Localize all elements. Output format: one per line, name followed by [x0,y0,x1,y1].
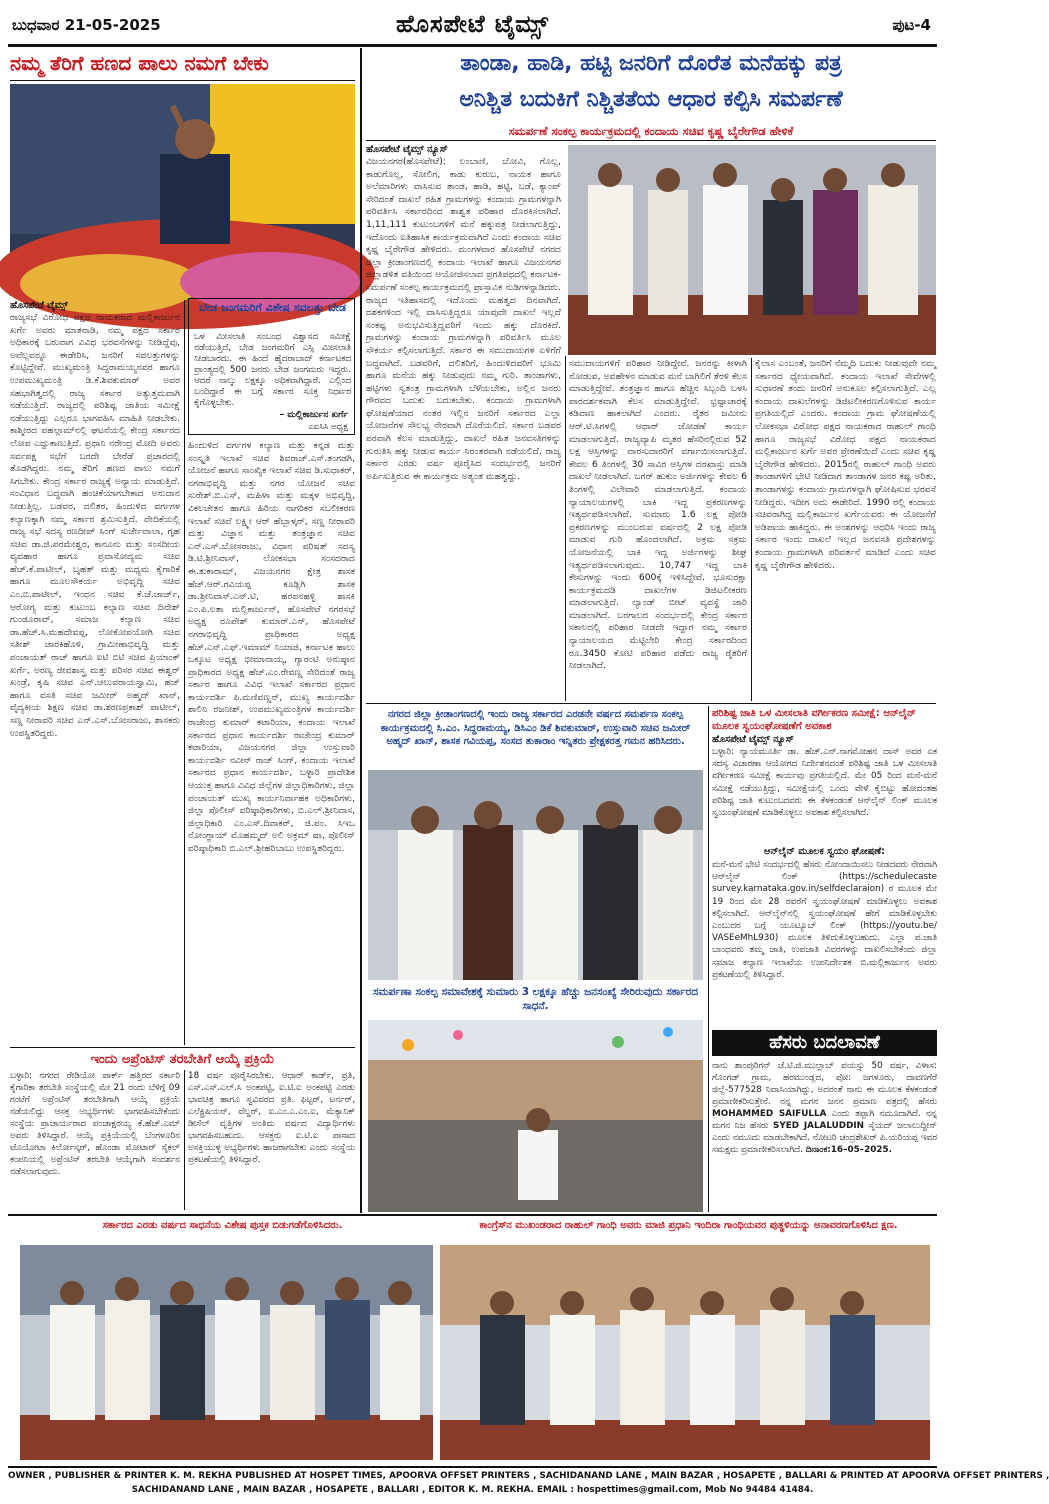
footer-line-2: SACHIDANAND LANE , MAIN BAZAR , HOSAPETE , BALLARI , EDITOR K. M. REKHA. EMAIL : hospettimes@gmail.com, Mob No 94484 41484. [131,1485,814,1495]
survey-dateline: ಹೊಸಪೇಟೆ ಟೈಮ್ಸ್ ನ್ಯೂಸ್ [712,734,794,745]
sidebar-body: ಒಳ ಮೀಸಲಾತಿ ಸಂಬಂಧ ವಿಶ್ವಾಸದ ಸಮೀಕ್ಷೆ ನಡೆಯುತ್ತಿದೆ, ಬೇಡ ಜಂಗಮರಿಗೆ ಎಸ್ಸಿ ಮೀಸಲಾತಿ ನೀಡಬಾರದು. ಈ ಹಿಂದೆ ಹೈದರಾಬಾದ್ ಕರ್ನಾಟಕದ ಪ್ರಾಂತ್ಯದಲ್ಲಿ 500 ಜನರು ಬೇಡ ಜಂಗಮರು ಇದ್ದರು. ಆದರೆ ನಾಲ್ಕು ಲಕ್ಷಕ್ಕೂ ಅಧಿಕವಾಗಿದ್ದಾರೆ. ಎಲ್ಲಿಂದ ಬಂದಿದ್ದಾರೆ ಈ ಬಗ್ಗೆ ಸರ್ಕಾರ ಸೂಕ್ತ ನಿರ್ಧಾರ ಕೈಗೊಳ್ಳಬೇಕು. [194,332,351,408]
main-headline-2: ಅನಿಶ್ಚಿತ ಬದುಕಿಗೆ ನಿಶ್ಚಿತತೆಯ ಆಧಾರ ಕಲ್ಪಿಸಿ ಸಮರ್ಪಣೆ [459,87,843,112]
main-subhead: ಸಮರ್ಪಣೆ ಸಂಕಲ್ಪ ಕಾರ್ಯಕ್ರಮದಲ್ಲಿ ಕಂದಾಯ ಸಚಿವ ಕೃಷ್ಣ ಬೈರೇಗೌಡ ಹೇಳಿಕೆ [508,124,794,138]
left-mid-column: ಹಿಂದುಳಿದ ವರ್ಗಗಳ ಕಲ್ಯಾಣ ಮತ್ತು ಕನ್ನಡ ಮತ್ತು ಸಂಸ್ಕೃತಿ ಇಲಾಖೆ ಸಚಿವ ಶಿವರಾಜ್.ಎಸ್.ತಂಗಡಗಿ, ಯೋಜನೆ ಹಾಗೂ ಸಾಂಖ್ಯಿಕ ಇಲಾಖೆ ಸಚಿವ ಡಿ.ಸುಧಾಕರ್, ನಗರಾಭಿವೃದ್ಧಿ ಮತ್ತು ನಗರ ಯೋಜನೆ ಸಚಿವ ಸುರೇಶ್.ಬಿ.ಎಸ್, ಮಹಿಳಾ ಮತ್ತು ಮಕ್ಕಳ ಅಭಿವೃದ್ಧಿ, ವಿಕಲಚೇತನ ಹಾಗೂ ಹಿರಿಯ ನಾಗರಿಕರ ಸಬಲೀಕರಣ ಇಲಾಖೆ ಸಚಿವೆ ಲಕ್ಷ್ಮೀ ಆರ್ ಹೆಬ್ಬಾಳ್ಕರ್, ಸಣ್ಣ ನೀರಾವರಿ ಮತ್ತು ವಿಜ್ಞಾನ ಮತ್ತು ತಂತ್ರಜ್ಞಾನ ಸಚಿವ ಎನ್.ಎಸ್.ಬೋಸರಾಜು, ವಿಧಾನ ಪರಿಷತ್ ಸದಸ್ಯ ಡಿ.ಟಿ.ಶ್ರೀನಿವಾಸ್, ಲೋಕಸಭಾ ಸಂಸದರಾದ ಈ.ತುಕಾರಾಮ್, ವಿಜಯನಗರ ಕ್ಷೇತ್ರ ಶಾಸಕ ಹೆಚ್.ಆರ್.ಗವಿಯಪ್ಪ ಕೂಡ್ಲಿಗಿ ಶಾಸಕ ಡಾ.ಶ್ರೀನಿವಾಸ್.ಎನ್.ಟಿ, ಹರಪನಹಳ್ಳಿ ಶಾಸಕಿ ಎಂ.ಪಿ.ಲತಾ ಮಲ್ಲಿಕಾರ್ಜುನ್, ಹೊಸಪೇಟೆ ನಗರಸಭೆ ಅಧ್ಯಕ್ಷ ರೂಪೇಶ್ ಕುಮಾರ್.ಎನ್, ಹೊಸಪೇಟೆ ನಗರಾಭಿವೃದ್ಧಿ ಪ್ರಾಧಿಕಾರದ ಅಧ್ಯಕ್ಷ ಹೆಚ್.ಎನ್.ಎಫ್.ಇಮಾಮ್ ನಿಯಾಜಿ, ಕರ್ನಾಟಕ ಹಾಲು ಒಕ್ಕೂಟ ಅಧ್ಯಕ್ಷ ಭೀಮಾನಾಯ್ಕ, ಗ್ಯಾರಂಟಿ ಅನುಷ್ಠಾನ ಪ್ರಾಧಿಕಾರದ ಅಧ್ಯಕ್ಷ ಹೆಚ್.ಎಂ.ರೇವಣ್ಣ ಸೇರಿದಂತೆ ರಾಜ್ಯ ಸರ್ಕಾರ ಹಾಗೂ ವಿವಿಧ ಇಲಾಖೆ ಸರ್ಕಾರದ ಪ್ರಧಾನ ಕಾರ್ಯದರ್ಶಿ ಪಿ.ಮಣಿವಣ್ಣನ್, ಮುಖ್ಯ ಕಾರ್ಯದರ್ಶಿ ಶಾಲಿನಿ ರಜನೀಶ್, ಉಪಮುಖ್ಯಮಂತ್ರಿಗಳ ಕಾರ್ಯದರ್ಶಿ ರಾಜೇಂದ್ರ ಕುಮಾರ್ ಕಟಾರಿಯಾ, ಕಂದಾಯ ಇಲಾಖೆ ಸರ್ಕಾರದ ಪ್ರಧಾನ ಕಾರ್ಯದರ್ಶಿ ರಾಜೇಂದ್ರ ಕುಮಾರ್ ಕಟಾರಿಯಾ, ವಿಜಯನಗರ ಜಿಲ್ಲಾ ಉಸ್ತುವಾರಿ ಕಾರ್ಯದರ್ಶಿ ನವೀನ್ ರಾಜ್ ಸಿಂಗ್, ಕಂದಾಯ ಇಲಾಖೆ ಸರ್ಕಾರದ ಪ್ರಧಾನ ಕಾರ್ಯದರ್ಶಿ, ಬಳ್ಳಾರಿ ಪ್ರಾದೇಶಿಕ ಆಯುಕ್ತ ಹಾಗೂ ವಿವಿಧ ಜಿಲ್ಲೆಗಳ ಜಿಲ್ಲಾಧಿಕಾರಿಗಳು, ಜಿಲ್ಲಾ ಪಂಚಾಯತ್ ಮುಖ್ಯ ಕಾರ್ಯನಿರ್ವಾಹಕ ಅಧಿಕಾರಿಗಳು, ಜಿಲ್ಲಾ ಪೊಲೀಸ್ ವರಿಷ್ಠಾಧಿಕಾರಿಗಳು, ಬಿ.ಎಲ್.ಶ್ರೀನಿವಾಸ, ಜಿಲ್ಲಾಧಿಕಾರಿ ಎಂ.ಎಸ್.ದಿವಾಕರ್, ಜಿ.ಪಂ. ಸಿಇಒ ನೋಂಗ್ಜಾಯ್ ಮೊಹಮ್ಮದ್ ಅಲಿ ಅಕ್ರಮ್ ಷಾ, ಪೊಲೀಸ್ ವರಿಷ್ಠಾಧಿಕಾರಿ ಬಿ.ಎಲ್.ಶ್ರೀಹರಿಬಾಬು ಉಪಸ್ಥಿತರಿದ್ದರು. [188,440,356,854]
crowd-photo-caption: ನಗರದ ಜಿಲ್ಲಾ ಕ್ರೀಡಾಂಗಣದಲ್ಲಿ ಇಂದು ರಾಜ್ಯ ಸರ್ಕಾರದ ಎರಡನೇ ವರ್ಷದ ಸಮರ್ಪಣ ಸಂಕಲ್ಪ ಕಾರ್ಯಕ್ರಮದಲ್ಲಿ ಸಿ.ಎಂ. ಸಿದ್ದರಾಮಯ್ಯ, ಡಿಸಿಎಂ ಡಿಕೆ ಶಿವಕುಮಾರ್, ಉಸ್ತುವಾರಿ ಸಚಿವ ಜಮೀರ್ ಅಹ್ಮದ್ ಖಾನ್, ಶಾಸಕ ಗವಿಯಪ್ಪ, ಸಂಸದ ತುಕಾರಾಂ ಇನ್ನಿತರು ಪ್ರೇಕ್ಷಕರತ್ತ ಗಮನ ಹರಿಸಿದರು. [380,709,691,747]
col-rule-survey [708,706,709,1212]
subhead-rule [366,140,936,141]
name-change-title: ಹೆಸರು ಬದಲಾವಣೆ [769,1032,880,1053]
kharge-speech-photo [10,84,355,296]
statue-unveiling-illustration [440,1245,930,1460]
footer-rule [8,1466,937,1468]
stadium-illustration [368,1020,703,1212]
col-rule-main-1 [565,356,566,701]
main-vertical-rule [360,48,362,1213]
survey-headline: ಪರಿಶಿಷ್ಟ ಜಾತಿ ಒಳ ಮೀಸಲಾತಿ ವರ್ಗೀಕರಣ ಸಮೀಕ್ಷೆ: ಆನ್‍ಲೈನ್ ಮೂಲಕ ಸ್ವಯಂಘೋಷಣೆಗೆ ಅವಕಾಶ [712,708,916,732]
stage-photo-caption: ಸಮರ್ಪಣಾ ಸಂಕಲ್ಪ ಸಮಾವೇಶಕ್ಕೆ ಸುಮಾರು 3 ಲಕ್ಷಕ್ಕೂ ಹೆಚ್ಚು ಜನಸಂಖ್ಯೆ ಸೇರಿರುವುದು ಸರ್ಕಾರದ ಸಾಧನೆ. [373,986,698,1012]
masthead [8,6,937,44]
left-headline-rule [10,80,355,81]
left-story-body: ರಾಜ್ಯಸಭೆ ವಿರೋಧ ಪಕ್ಷದ ನಾಯಕರಾದ ಮಲ್ಲಿಕಾರ್ಜುನ ಖರ್ಗೆ ಅವರು ಮಾತನಾಡಿ, ನಮ್ಮ ಪಕ್ಷದ ಸರ್ಕಾರ ಅಧಿಕಾರಕ್ಕೆ ಬರುವಾಗ ವಿವಿಧ ಭರವಸೆಗಳನ್ನು ನೀಡಿದ್ದೆವು, ಅವೆಲ್ಲವನ್ನೂ ಈಡೇರಿಸಿ, ಜನರಿಗೆ ಸವಲತ್ತುಗಳನ್ನು ಕೊಟ್ಟಿದ್ದೇವೆ. ಮುಖ್ಯಮಂತ್ರಿ ಸಿದ್ದರಾಮಯ್ಯನವರ ಹಾಗೂ ಉಪಮುಖ್ಯಮಂತ್ರಿ ಡಿ.ಕೆ.ಶಿವಕುಮಾರ್ ಅವರ ಸಹಭಾಗಿತ್ವದಲ್ಲಿ ರಾಜ್ಯ ಸರ್ಕಾರ ಅತ್ಯುತ್ತಮವಾಗಿ ನಡೆಯುತ್ತಿದೆ. ರಾಜ್ಯದಲ್ಲಿ ಪರಿಶಿಷ್ಟ ಜಾತಿಯ ಸಮೀಕ್ಷೆ ನಡೆಯುತ್ತಿದ್ದು ಎಲ್ಲರೂ ಭಾಗವಹಿಸಿ ಮಾಹಿತಿ ನೀಡಬೇಕು. ಕಾಶ್ಮೀರದ ಪಹಲ್ಗಾಮ್‍ನಲ್ಲಿ ಘಟನೆಯಲ್ಲಿ ಕೇಂದ್ರ ಸರ್ಕಾರದ ಲೋಪ ಎದ್ದುಕಾಣುತ್ತಿದೆ. ಪ್ರಧಾನಿ ನರೇಂದ್ರ ಮೋದಿ ಅವರು ಸರ್ವಪಕ್ಷ ಸಭೆಗೆ ಬರದೇ ಬೇರೆಡೆ ಪ್ರಚಾರದಲ್ಲಿ ತೊಡಗಿದ್ದರು. ನಮ್ಮ ತೆರಿಗೆ ಹಣದ ಪಾಲು ನಮಗೆ ಸಿಗಬೇಕು. ಕೇಂದ್ರ ಸರ್ಕಾರ ರಾಜ್ಯಕ್ಕೆ ಅನ್ಯಾಯ ಮಾಡುತ್ತಿದೆ. ಸಂವಿಧಾನ ಬದ್ಧವಾಗಿ ಹಂಚಿಕೆಯಾಗಬೇಕಾದ ಅನುದಾನ ನೀಡುತ್ತಿಲ್ಲ. ಬಡವರ, ದಲಿತರ, ಹಿಂದುಳಿದ ವರ್ಗಗಳ ಕಲ್ಯಾಣಕ್ಕಾಗಿ ನಮ್ಮ ಸರ್ಕಾರ ಶ್ರಮಿಸುತ್ತಿದೆ. ವೇದಿಕೆಯಲ್ಲಿ ರಾಜ್ಯ ಸಭೆ ಸದಸ್ಯ ರಣದೀಪ್ ಸಿಂಗ್ ಸುರ್ಜೇವಾಲಾ, ಗೃಹ ಸಚಿವ ಡಾ.ಜಿ.ಪರಮೇಶ್ವರ, ಕಾನೂನು ಮತ್ತು ಸಂಸದೀಯ ವ್ಯವಹಾರ ಹಾಗೂ ಪ್ರವಾಸೋದ್ಯಮ ಸಚಿವ ಹೆಚ್.ಕೆ.ಪಾಟೀಲ್, ಬೃಹತ್ ಮತ್ತು ಮಧ್ಯಮ ಕೈಗಾರಿಕೆ ಹಾಗೂ ಮೂಲಸೌಕರ್ಯ ಅಭಿವೃದ್ಧಿ ಸಚಿವ ಎಂ.ಬಿ.ಪಾಟೀಲ್, ಇಂಧನ ಸಚಿವ ಕೆ.ಜೆ.ಜಾರ್ಜ್, ಆರೋಗ್ಯ ಮತ್ತು ಕುಟುಂಬ ಕಲ್ಯಾಣ ಸಚಿವ ದಿನೇಶ್ ಗುಂಡೂರಾವ್, ಸಮಾಜ ಕಲ್ಯಾಣ ಸಚಿವ ಡಾ.ಹೆಚ್.ಸಿ.ಮಹದೇವಪ್ಪ, ಲೋಕೋಪಯೋಗಿ ಸಚಿವ ಸತೀಶ್ ಜಾರಕಿಹೊಳಿ, ಗ್ರಾಮೀಣಾಭಿವೃದ್ಧಿ ಮತ್ತು ಪಂಚಾಯತ್ ರಾಜ್ ಹಾಗೂ ಐಟಿ ಬಿಟಿ ಸಚಿವ ಪ್ರಿಯಾಂಕ್ ಖರ್ಗೆ, ಅರಣ್ಯ ಜೀವಶಾಸ್ತ್ರ ಮತ್ತು ಪರಿಸರ ಸಚಿವ ಈಶ್ವರ್ ಖಂಡ್ರೆ, ಕೃಷಿ ಸಚಿವ ಎನ್.ಚಲುವರಾಯಸ್ವಾಮಿ, ಹಜ್ ಹಾಗೂ ವಸತಿ ಸಚಿವ ಜಮೀರ್ ಅಹ್ಮದ್ ಖಾನ್, ವೈದ್ಯಕೀಯ ಶಿಕ್ಷಣ ಸಚಿವ ಡಾ.ಶರಣಪ್ರಕಾಶ್ ಪಾಟೀಲ್, ಸಣ್ಣ ನೀರಾವರಿ ಸಚಿವ ಎನ್.ಎಸ್.ಬೋಸರಾಜು, ಶಾಸಕರು ಉಪಸ್ಥಿತರಿದ್ದರು. [10,312,180,739]
main-story-col2: ಸಮುದಾಯಗಳಿಗೆ ಪರಿಹಾರ ನೀಡಿದ್ದೇವೆ. ಜನರನ್ನು ಕೀಳಾಗಿ ನೋಡುವ, ಅವಹೇಳನ ಮಾಡುವ ಮನೆ ಬಾಗಿಲಿಗೆ ತೆರಳಿ ಕೆಲಸ ಮಾಡುತ್ತಿದ್ದೇವೆ. ತಂತ್ರಜ್ಞಾನ ಹಾಗೂ ಹೆಚ್ಚಿನ ಸಿಬ್ಬಂದಿ ಬಳಸಿ ಪಾರದರ್ಶಕವಾಗಿ ಕೆಲಸ ಮಾಡುತ್ತಿದ್ದೇವೆ. ಭ್ರಷ್ಟಾಚಾರಕ್ಕೆ ಕಡಿವಾಣ ಹಾಕಲಾಗಿದೆ ಎಂದರು. ರೈತರ ಜಮೀನು ಆರ್.ಟಿ.ಸಿಗಳಲ್ಲಿ ಆಧಾರ್ ಜೋಡಣೆ ಕಾರ್ಯ ಮಾಡಲಾಗುತ್ತಿದೆ. ರಾಜ್ಯವ್ಯಾಪಿ ಮೃತರ ಹೆಸರಿನಲ್ಲಿರುವ 52 ಲಕ್ಷ ಆಸ್ತಿಗಳನ್ನು ವಾರಸುದಾರರಿಗೆ ವರ್ಗಾಯಿಸಲಾಗುತ್ತಿದೆ. ಕೇವಲ 6 ತಿಂಗಳಲ್ಲಿ 30 ಸಾವಿರ ಆಸ್ತಿಗಳ ದರಖಾಸ್ತು ಮಾಡಿ ದಾಖಲೆ ನೀಡಲಾಗಿದೆ. ಬಗರ್ ಹುಕುಂ ಅರ್ಜಿಗಳನ್ನು ಕೇವಲ 6 ತಿಂಗಳಲ್ಲಿ ವಿಲೇವಾರಿ ಮಾಡಲಾಗುತ್ತಿದೆ. ಕಂದಾಯ ನ್ಯಾಯಾಲಯಗಳಲ್ಲಿ ಬಾಕಿ ಇದ್ದ ಪ್ರಕರಣಗಳನ್ನು ಇತ್ಯರ್ಥಪಡಿಸಲಾಗಿದೆ. ಸುಮಾರು 1.6 ಲಕ್ಷ ಪೋಡಿ ಪ್ರಕರಣಗಳನ್ನು ಮುಂಬರುವ ವರ್ಷದಲ್ಲಿ 2 ಲಕ್ಷ ಪೋಡಿ ಮಾಡುವ ಗುರಿ ಹೊಂದಲಾಗಿದೆ. ಅಕ್ರಮ ಸಕ್ರಮ ಯೋಜನೆಯಲ್ಲಿ ಬಾಕಿ ಇದ್ದ ಅರ್ಜಿಗಳನ್ನು ಶೀಘ್ರ ಇತ್ಯರ್ಥಪಡಿಸಲಾಗುವುದು. 10,747 ಇದ್ದ ಬಾಕಿ ಕೇಸುಗಳನ್ನು ಇಂದು 600ಕ್ಕೆ ಇಳಿಸಿದ್ದೇವೆ. ಭೂಸುರಕ್ಷಾ ಕಾರ್ಯಕ್ರಮದಡಿ ದಾಖಲೆಗಳ ಡಿಜಿಟಲೀಕರಣ ಮಾಡಲಾಗುತ್ತಿದೆ. ಲ್ಯಾಂಡ್ ಬೀಟ್ ವ್ಯವಸ್ಥೆ ಜಾರಿ ಮಾಡಲಾಗಿದೆ. ಬರಗಾಲದ ಸಂದರ್ಭದಲ್ಲಿ ಕೇಂದ್ರ ಸರ್ಕಾರ ಸಕಾಲದಲ್ಲಿ ಪರಿಹಾರ ನೀಡದೇ ಇದ್ದಾಗ ನಮ್ಮ ಸರ್ಕಾರ ನ್ಯಾಯಾಲಯದ ಮೆಟ್ಟಿಲೇರಿ ಕೇಂದ್ರ ಸರ್ಕಾರದಿಂದ ರೂ.3450 ಕೋಟಿ ಪರಿಹಾರ ಪಡೆದು ರಾಜ್ಯ ರೈತರಿಗೆ ನೀಡಲಾಗಿದೆ. [569,358,747,672]
page-number: ಪುಟ-4 [892,16,931,34]
name-change-body [712,1060,937,1210]
main-story-dateline: ಹೊಸಪೇಟೆ ಟೈಮ್ಸ್ ನ್ಯೂಸ್ [366,144,448,155]
name-change-middle: ಎಂದು ತಪ್ಪಾಗಿ ನಮೂದಾಗಿದೆ. ನನ್ನ ಮಗನ ನಿಜ ಹೆಸರು [712,1109,937,1131]
name-change-title-bar [712,1030,937,1056]
issue-date: ಬುಧವಾರ 21-05-2025 [12,16,161,34]
sidebar-signature: – ಮಲ್ಲಿಕಾರ್ಜುನ ಖರ್ಗೆ [279,410,348,420]
name-new: SYED JALALUDDIN [773,1121,865,1131]
hakku-patra-illustration [568,145,936,355]
sidebar-tag: ಎಐಸಿಸಿ ಅಧ್ಯಕ್ಷ [308,422,348,432]
name-change-text: ನಾನು ಶಾಂಪುರಿಗನ್ ಜೆ.ಟಿ.ಜಿ.ಮುಲ್ಲಾಬ್ ವಯಸ್ಸು 50 ವರ್ಷ, ವಿಳಾಸ: ಗೊಂಗಡ್ ಗ್ರಾಮ, ಹರಮುಂಡ್ಲದ, ಪೋ: ಜಗಳೂರು, ದಾವಣಗೆರೆ ಜಿಲ್ಲೆ-577528 ನಿವಾಸಿಯಾಗಿದ್ದು, ಅದರಂತೆ ನಾನು ಈ ಮೂಲಕ ಕೆಳಕಂಡಂತೆ ಪ್ರಮಾಣೀಕರಿಸುತ್ತೇನೆ. ನನ್ನ ಮಗನ ಜನನ ಪ್ರಮಾಣ ಪತ್ರದಲ್ಲಿ ಹೆಸರು [712,1061,937,1107]
newspaper-title: ಹೊಸಪೇಟೆ ಟೈಮ್ಸ್ [395,10,550,38]
survey-subhead: ಆನ್‍ಲೈನ್ ಮೂಲಕ ಸ್ವಯಂ ಘೋಷಣೆ: [764,846,885,857]
bottom-caption-right: ಕಾಂಗ್ರೆಸ್‍ನ ಮುಖಂಡರಾದ ರಾಹುಲ್ ಗಾಂಧಿ ಅವರು ಮಾಜಿ ಪ್ರಧಾನಿ ಇಂದಿರಾ ಗಾಂಧಿಯವರ ಪುತ್ಥಳಿಯನ್ನು ಅನಾವರಣಗೊಳಿಸಿದ ಕ್ಷಣ. [479,1220,898,1231]
apprentice-headline: ಇಂದು ಅಪ್ರೆಂಟಿಸ್ ತರಬೇತಿಗೆ ಆಯ್ಕೆ ಪ್ರಕ್ರಿಯೆ [90,1052,275,1067]
sidebar-box [188,298,355,435]
samarpane-stadium-photo [368,1020,703,1212]
name-change-tail: ಸೈಯದ್ ಜಲಾಲುದ್ದೀನ್ ಎಂದು ನಮೂದು ಮಾಡಬೇಕಾಗಿದೆ. ನೋಟರಿ ಚಂದ್ರಶೇಖರ್ ಪಿ.ಯರಿಯಪ್ಪ ಇವರ ಸಮಕ್ಷಮ ಪ್ರಮಾಣೀಕರಿಸಲಾಗಿದೆ. [712,1121,937,1155]
name-change-date: ದಿನಾಂಕ:16–05–2025. [805,1145,892,1155]
apprentice-col2: 18 ವರ್ಷ ಪೂರೈಸಿರಬೇಕು. ಆಧಾರ್ ಕಾರ್ಡ್, ಪ್ರತಿ, ಎಸ್.ಎಸ್.ಎಲ್.ಸಿ ಅಂಕಪಟ್ಟಿ, ಐ.ಟಿ.ಐ ಅಂಕಪಟ್ಟಿ ಎರಡು ಭಾವಚಿತ್ರ ಹಾಗೂ ಸ್ವವಿವರದ ಪ್ರತಿ. ಫಿಟ್ಟರ್, ಟರ್ನರ್, ಎಲೆಕ್ಟ್ರಿಷಿಯನ್, ವೆಲ್ಡರ್, ಐ.ಎಂ.ಎ.ಎಂ.ಐ, ಮೆಕ್ಯಾನಿಕ್ ಡೀಸೆಲ್ ವೃತ್ತಿಗಳ ಅಂತಿಮ ವರ್ಷದ ವಿದ್ಯಾರ್ಥಿಗಳು ಭಾಗವಹಿಸಬಹುದು. ಆಸಕ್ತರು ಐ.ಟಿ.ಐ ಪಾಸಾದ ಅಸಕ್ತಿಯುಳ್ಳ ಅಭ್ಯರ್ಥಿಗಳು ಹಾಜರಾಗಬೇಕು ಎಂದು ಸಂಸ್ಥೆಯ ಪ್ರಕಟಣೆಯಲ್ಲಿ ತಿಳಿಸಿದ್ದಾರೆ. [188,1071,355,1165]
masthead-rule [8,44,937,47]
col-rule-1 [184,300,185,1045]
apprentice-col1: ಬಳ್ಳಾರಿ: ನಗರದ ರೇಡಿಯೋ ಪಾರ್ಕ್ ಹತ್ತಿರದ ಸರ್ಕಾರಿ ಕೈಗಾರಿಕಾ ತರಬೇತಿ ಸಂಸ್ಥೆಯಲ್ಲಿ ಮೇ 21 ರಂದು ಬೆಳಿಗ್ಗೆ 09 ಗಂಟೆಗೆ ಅಪ್ರೆಂಟಿಸ್ ತರಬೇತಿಗಾಗಿ ಆಯ್ಕೆ ಪ್ರಕ್ರಿಯೆ ನಡೆಯಲಿದ್ದು ಆಸಕ್ತ ಅಭ್ಯರ್ಥಿಗಳು ಭಾಗವಹಿಸಬೇಕೆಂದು ಸಂಸ್ಥೆಯ ಪ್ರಾಚಾರ್ಯರಾದ ಪಂಚಾಕ್ಷರಯ್ಯ ಕೆ.ಹೆಚ್.ಎಮ್ ಅವರು ತಿಳಿಸಿದ್ದಾರೆ. ಆಯ್ಕೆ ಪ್ರಕ್ರಿಯೆಯಲ್ಲಿ ಬೆಂಗಳೂರಿನ ಟೊಯೋಟಾ ಕಿರ್ಲೋಸ್ಕರ್, ಹೊಂಡಾ ಮೋಟಾರ್ ಸೈಕಲ್ ಕಂಪನಿಯಲ್ಲಿ ಅಪ್ರೆಂಟಿಸ್ ತರಬೇತಿ ಆಯ್ಕೆಗಾಗಿ ಸಂದರ್ಶನ ನಡೆಸಲಾಗುವುದು. [10,1071,180,1177]
sidebar-headline: ಬೇಡ ಜಂಗಮರಿಗೆ ವಿಶೇಷ ಸವಲತ್ತು ಬೇಡ [199,301,346,314]
bottom-caption-left: ಸರ್ಕಾರದ ಎರಡು ವರ್ಷದ ಸಾಧನೆಯ ವಿಶೇಷ ಪುಸ್ತಕ ಬಿಡುಗಡೆಗೊಳಿಸಿದರು. [102,1220,343,1231]
book-release-illustration [20,1245,433,1460]
left-bottom-rule [10,1047,355,1048]
bottom-section-rule [8,1214,937,1216]
survey-body-2: ಮನೆ-ಮನೆ ಭೇಟಿ ಸಂದರ್ಭದಲ್ಲಿ ಹೆಸರು ನೋಂದಾಯಿಸಲು ನೀಡದವರು ನೇರವಾಗಿ ಆನ್‍ಲೈನ್ ಲಿಂಕ್ (https://schedulecaste survey.karnataka.gov.in/selfdeclaraion) ರ ಮೂಲಕ ಮೇ 19 ರಿಂದ ಮೇ 28 ರವರೆಗೆ ಸ್ವಯಂಘೋಷಣೆ ಮಾಡಿಕೊಳ್ಳಲು ಅವಕಾಶ ಕಲ್ಪಿಸಲಾಗಿದೆ. ಆನ್‍ಲೈನ್‍ನಲ್ಲಿ ಸ್ವಯಂಘೋಷಣೆ ಹೇಗೆ ಮಾಡಿಕೊಳ್ಳಬೇಕು ಎಂಬುದರ ಬಗ್ಗೆ ಯೂಟ್ಯೂಬ್ ಲಿಂಕ್ (https://youtu.be/ VASEeMhL930) ಮೂಲಕ ತಿಳಿದುಕೊಳ್ಳಬಹುದು. ಎಲ್ಲಾ ಪ.ಜಾತಿ ಬಾಂಧವರು ತಮ್ಮ ಜಾತಿ, ಉಪಜಾತಿ ವಿವರಗಳನ್ನು ದಾಖಲಿಸಬೇಕೆಂದು ಜಿಲ್ಲಾ ಸಮಾಜ ಕಲ್ಯಾಣ ಇಲಾಖೆಯ ಉಪನಿರ್ದೇಶಕ ಬಿ.ಮಲ್ಲಿಕಾರ್ಜುನ ಅವರು ಪ್ರಕಟಣೆಯಲ್ಲಿ ತಿಳಿಸಿದ್ದಾರೆ. [712,860,937,980]
leaders-crowd-photo [368,770,703,980]
name-old: MOHAMMED SAIFULLA [712,1109,827,1119]
apprentice-col-rule [184,1070,185,1210]
left-story-dateline: ಹೊಸಪೇಟೆ ಟೈಮ್ಸ್ [10,300,68,311]
main-headline-1: ತಾಂಡಾ, ಹಾಡಿ, ಹಟ್ಟಿ ಜನರಿಗೆ ದೊರೆತ ಮನೆಹಕ್ಕು ಪತ್ರ [460,51,842,76]
book-release-photo [20,1245,433,1460]
survey-body-1: ಬಳ್ಳಾರಿ: ನ್ಯಾಯಮೂರ್ತಿ ಡಾ. ಹೆಚ್.ಎನ್.ನಾಗಮೋಹನ ದಾಸ್ ಅವರ ಏಕ ಸದಸ್ಯ ವಿಚಾರಣಾ ಆಯೋಗದ ನಿರ್ದೇಶನದಂತೆ ಪರಿಶಿಷ್ಟ ಜಾತಿ ಒಳ ಮೀಸಲಾತಿ ವರ್ಗೀಕರಣ ಸಮೀಕ್ಷೆ ಕಾರ್ಯವು ಪ್ರಗತಿಯಲ್ಲಿದೆ. ಮೇ 05 ರಿಂದ ಮನೆ-ಮನೆ ಸಮೀಕ್ಷೆ ನಡೆಯುತ್ತಿದ್ದು, ಸಮೀಕ್ಷೆಯಲ್ಲಿ ಒಂದು ವೇಳೆ ಕೈಬಿಟ್ಟು ಹೋದಂತಹ ಪರಿಶಿಷ್ಟ ಜಾತಿ ಕುಟುಂಬದವರು ಈ ಕೆಳಕಂಡಂತೆ ಆನ್‍ಲೈನ್ ಲಿಂಕ್ ಮೂಲಕ ಸ್ವಯಂಘೋಷಣೆ ಮಾಡಿಕೊಳ್ಳಲು ಅವಕಾಶ ಕಲ್ಪಿಸಲಾಗಿದೆ. [712,747,937,819]
main-story-col1: ವಿಜಯನಗರ(ಹೊಸಪೇಟೆ): ಲಂಬಾಣಿ, ಬೋವಿ, ಗೊಲ್ಲ, ಕಾಡುಗೊಲ್ಲ, ಸೋಲಿಗ, ಕಾಡು ಕುರುಬ, ನಾಯಕ ಹಾಗೂ ಅಲೆಮಾರಿಗಳು ವಾಸಿಸುವ ತಾಂಡ, ಹಾಡಿ, ಹಟ್ಟಿ, ಬಡೆ, ಕ್ಯಾಂಪ್ ಸೇರಿದಂತೆ ದಾಖಲೆ ರಹಿತ ಗ್ರಾಮಗಳನ್ನು ಕಂದಾಯ ಗ್ರಾಮಗಳನ್ನಾಗಿ ಪರಿವರ್ತಿಸಿ ಸರ್ಕಾರದಿಂದ ಶಾಶ್ವತ ಪರಿಹಾರ ದೊರಕಿಸಲಾಗಿದೆ. 1,11,111 ಕುಟುಂಬಗಳಿಗೆ ಮನೆ ಹಕ್ಕುಪತ್ರ ನೀಡಲಾಗುತ್ತಿದ್ದು, ಇದೊಂದು ಐತಿಹಾಸಿಕ ಕಾರ್ಯಕ್ರಮವಾಗಿದೆ ಎಂದು ಕಂದಾಯ ಸಚಿವ ಕೃಷ್ಣ ಬೈರೇಗೌಡ ಹೇಳಿದರು. ಮಂಗಳವಾರ ಹೊಸಪೇಟೆ ನಗರದ ಜಿಲ್ಲಾ ಕ್ರೀಡಾಂಗಣದಲ್ಲಿ ಕಂದಾಯ ಇಲಾಖೆ ಹಾಗೂ ವಿಜಯನಗರ ಜಿಲ್ಲಾಡಳಿತ ವತಿಯಿಂದ ಆಯೋಜಿಸಲಾದ ಪ್ರಗತಿಪಥದಲ್ಲಿ ಕರ್ನಾಟಕ-ಸಮರ್ಪಣೆ ಸಂಕಲ್ಪ ಕಾರ್ಯಕ್ರಮದಲ್ಲಿ ಪ್ರಾಸ್ತಾವಿಕ ನುಡಿಗಳನ್ನಾಡಿದರು. ರಾಜ್ಯದ ಇತಿಹಾಸದಲ್ಲಿ ಇದೊಂದು ಮಹತ್ವದ ದಿನವಾಗಿದೆ. ದಶಕಗಳಿಂದ ಇಲ್ಲಿ ವಾಸಿಸುತ್ತಿದ್ದರೂ ಯಾವುದೇ ದಾಖಲೆ ಇಲ್ಲದೆ ಸಂಕಷ್ಟ ಅನುಭವಿಸುತ್ತಿದ್ದವರಿಗೆ ಇಂದು ಹಕ್ಕು ದೊರಕಿದೆ. ಗ್ರಾಮಗಳನ್ನು ಕಂದಾಯ ಗ್ರಾಮಗಳನ್ನಾಗಿ ಪರಿವರ್ತಿಸಿ ಮೂಲ ಸೌಕರ್ಯ ಕಲ್ಪಿಸಲಾಗುತ್ತಿದೆ. ಸರ್ಕಾರ ಈ ಸಮುದಾಯಗಳ ಏಳಿಗೆಗೆ ಬದ್ಧವಾಗಿದೆ. ಬಡವರಿಗೆ, ದಲಿತರಿಗೆ, ಹಿಂದುಳಿದವರಿಗೆ ಭೂಮಿ ಹಾಗೂ ಮನೆಯ ಹಕ್ಕು ನೀಡುವುದು ನಮ್ಮ ಗುರಿ. ತಾಂಡಾಗಳು, ಹಟ್ಟಿಗಳು ಸ್ವತಂತ್ರ ಗ್ರಾಮಗಳಾಗಿ ಬೆಳೆಯಬೇಕು, ಅಲ್ಲಿನ ಜನರು ಗೌರವದ ಬದುಕು ಬದುಕಬೇಕು. ಕಂದಾಯ ಗ್ರಾಮಗಳಾಗಿ ಘೋಷಣೆಯಾದ ನಂತರ ಇಲ್ಲಿನ ಜನರಿಗೆ ಸರ್ಕಾರದ ಎಲ್ಲಾ ಯೋಜನೆಗಳ ಸೌಲಭ್ಯ ನೇರವಾಗಿ ದೊರೆಯಲಿದೆ. ಸರ್ಕಾರ ಬಡವರ ಪರವಾಗಿ ಕೆಲಸ ಮಾಡುತ್ತಿದ್ದು, ದಾಖಲೆ ರಹಿತ ಜನವಸತಿಗಳನ್ನು ಗುರುತಿಸಿ ಹಕ್ಕು ನೀಡುವ ಕಾರ್ಯ ನಿರಂತರವಾಗಿ ನಡೆಯಲಿದೆ. ರಾಜ್ಯ ಸರ್ಕಾರ ಎರಡು ವರ್ಷ ಪೂರೈಸಿದ ಸಂದರ್ಭದಲ್ಲಿ ಜನರಿಗೆ ಅರ್ಪಿಸುತ್ತಿರುವ ಈ ಕಾರ್ಯಕ್ರಮ ಅತ್ಯಂತ ಮಹತ್ವದ್ದು. [366,156,561,482]
col-rule-main-2 [751,358,752,701]
leaders-crowd-illustration [368,770,703,980]
footer-line-1: OWNER , PUBLISHER & PRINTER K. M. REKHA PUBLISHED AT HOSPET TIMES, APOORVA OFFSET PRINTERS , SACHIDANAND LANE , MAIN BAZAR , HOSAPETE , BALLARI & PRINTED AT APOORVA OFFSET PRINTERS , [8,1471,1049,1481]
kharge-speech-illustration [10,84,355,296]
statue-unveiling-photo [440,1245,930,1460]
main-story-col3: ಕೈಲಾಸ ಎಂಬಂತೆ, ಜನರಿಗೆ ನೆಮ್ಮದಿ ಬದುಕು ನೀಡುವುದೇ ನಮ್ಮ ಸರ್ಕಾರದ ಧ್ಯೇಯವಾಗಿದೆ. ಕಂದಾಯ ಇಲಾಖೆ ಸೇವೆಗಳಲ್ಲಿ ಸುಧಾರಣೆ ತಂದು ಜನರಿಗೆ ಅನುಕೂಲ ಕಲ್ಪಿಸಲಾಗುತ್ತಿದೆ. ಎಲ್ಲ ಕಂದಾಯ ದಾಖಲೆಗಳನ್ನು ಡಿಜಿಟಲೀಕರಣಗೊಳಿಸುವ ಕಾರ್ಯ ಪ್ರಗತಿಯಲ್ಲಿದೆ ಎಂದರು. ಕಂದಾಯ ಗ್ರಾಮ ಘೋಷಣೆಯಲ್ಲಿ ಲೋಕಸಭಾ ವಿರೋಧ ಪಕ್ಷದ ನಾಯಕರಾದ ರಾಹುಲ್ ಗಾಂಧಿ ಹಾಗೂ ರಾಜ್ಯಸಭೆ ವಿರೋಧ ಪಕ್ಷದ ನಾಯಕರಾದ ಮಲ್ಲಿಕಾರ್ಜುನ ಖರ್ಗೆ ಅವರ ಪ್ರೇರಣೆಯಿದೆ ಎಂದು ಸಚಿವ ಕೃಷ್ಣ ಬೈರೇಗೌಡ ಹೇಳಿದರು. 2015ರಲ್ಲಿ ರಾಹುಲ್ ಗಾಂಧಿ ಅವರು ತಾಂಡಾಗಳಿಗೆ ಭೇಟಿ ನೀಡಿದಾಗ ತಾಂಡಾಗಳ ಜನರ ಕಷ್ಟ ಅರಿತು, ತಾಂಡಾಗಳನ್ನು ಕಂದಾಯ ಗ್ರಾಮಗಳನ್ನಾಗಿ ಘೋಷಿಸುವ ಭರವಸೆ ನೀಡಿದ್ದರು. ಇದೀಗ ಅದು ಈಡೇರಿದೆ. 1990 ರಲ್ಲಿ ಕಂದಾಯ ಸಚಿವರಾಗಿದ್ದ ಮಲ್ಲಿಕಾರ್ಜುನ ಖರ್ಗೆಯವರು ಈ ಯೋಜನೆಗೆ ಅಡಿಪಾಯ ಹಾಕಿದ್ದರು. ಈ ಅಂಶಗಳನ್ನು ಆಧರಿಸಿ ಇಂದು ರಾಜ್ಯ ಸರ್ಕಾರ ಇಂದು ದಾಖಲೆ ಇಲ್ಲದ ಜನವಸತಿ ಪ್ರದೇಶಗಳನ್ನು ಕಂದಾಯ ಗ್ರಾಮಗಳಾಗಿ ಪರಿವರ್ತನೆ ಮಾಡಿದೆ ಎಂದು ಸಚಿವ ಕೃಷ್ಣ ಬೈರೇಗೌಡ ಹೇಳಿದರು. [755,358,936,571]
left-story-headline: ನಮ್ಮ ತೆರಿಗೆ ಹಣದ ಪಾಲು ನಮಗೆ ಬೇಕು [10,51,269,75]
main-bottom-rule [366,703,936,704]
rahul-gandhi-photo [568,145,936,355]
